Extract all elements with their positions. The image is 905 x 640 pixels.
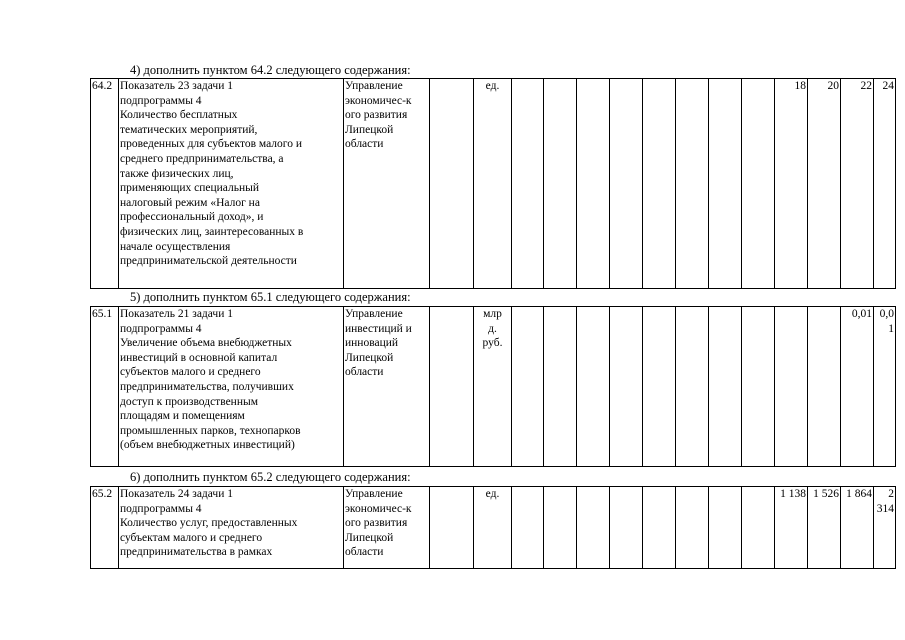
empty-cell — [610, 487, 643, 569]
unit-cell: млр д. руб. — [474, 307, 512, 467]
value-cell-2: 20 — [808, 79, 841, 289]
value-cell-3: 1 864 — [841, 487, 874, 569]
table-row — [91, 79, 896, 289]
value-cell-4: 2 314 — [874, 487, 896, 569]
unit-cell: ед. — [474, 487, 512, 569]
value-cell-4: 24 — [874, 79, 896, 289]
empty-cell — [512, 79, 544, 289]
indicator-table-2 — [90, 306, 896, 467]
value-cell-3: 0,01 — [841, 307, 874, 467]
section-heading-3: 6) дополнить пунктом 65.2 следующего содержания: — [130, 470, 411, 484]
indicator-table-1 — [90, 78, 896, 289]
value-cell-1: 18 — [775, 79, 808, 289]
indicator-table-3 — [90, 486, 896, 569]
empty-cell — [544, 79, 577, 289]
empty-cell — [577, 307, 610, 467]
value-cell-4: 0,0 1 — [874, 307, 896, 467]
empty-cell — [610, 79, 643, 289]
unit-cell: ед. — [474, 79, 512, 289]
empty-cell — [643, 79, 676, 289]
indicator-text: Показатель 23 задачи 1 подпрограммы 4 Количество бесплатных тематических мероприятий, проведенных для субъектов малого и среднего предпринимательства, а также физических лиц, применяющих специальный налоговый режим «Налог на профессиональный доход», и физических лиц, заинтересованных в начале осуществления предпринимательской деятельности — [119, 79, 344, 289]
empty-cell — [610, 307, 643, 467]
value-cell-1 — [775, 307, 808, 467]
empty-cell — [709, 307, 742, 467]
executor-text: Управление экономичес-к ого развития Липецкой области — [344, 79, 430, 289]
indicator-text: Показатель 21 задачи 1 подпрограммы 4 Увеличение объема внебюджетных инвестиций в основной капитал субъектов малого и среднего предпринимательства, получивших доступ к производственным площадям и помещениям промышленных парков, технопарков (объем внебюджетных инвестиций) — [119, 307, 344, 467]
empty-cell — [643, 307, 676, 467]
empty-cell — [512, 487, 544, 569]
table-row — [91, 307, 896, 467]
executor-text: Управление инвестиций и инноваций Липецкой области — [344, 307, 430, 467]
empty-cell — [577, 79, 610, 289]
executor-text: Управление экономичес-к ого развития Липецкой области — [344, 487, 430, 569]
empty-cell — [544, 487, 577, 569]
value-cell-3: 22 — [841, 79, 874, 289]
empty-cell — [709, 487, 742, 569]
empty-cell — [742, 487, 775, 569]
indicator-text: Показатель 24 задачи 1 подпрограммы 4 Количество услуг, предоставленных субъектам малого и среднего предпринимательства в рамках — [119, 487, 344, 569]
empty-cell — [577, 487, 610, 569]
section-heading-2: 5) дополнить пунктом 65.1 следующего содержания: — [130, 290, 411, 304]
row-number: 65.2 — [91, 487, 119, 569]
empty-cell — [430, 79, 474, 289]
value-cell-2: 1 526 — [808, 487, 841, 569]
empty-cell — [430, 307, 474, 467]
row-number: 65.1 — [91, 307, 119, 467]
empty-cell — [676, 307, 709, 467]
empty-cell — [742, 307, 775, 467]
empty-cell — [742, 79, 775, 289]
row-number: 64.2 — [91, 79, 119, 289]
empty-cell — [544, 307, 577, 467]
empty-cell — [430, 487, 474, 569]
empty-cell — [709, 79, 742, 289]
empty-cell — [676, 79, 709, 289]
empty-cell — [643, 487, 676, 569]
table-row — [91, 487, 896, 569]
empty-cell — [676, 487, 709, 569]
value-cell-2 — [808, 307, 841, 467]
empty-cell — [512, 307, 544, 467]
value-cell-1: 1 138 — [775, 487, 808, 569]
section-heading-1: 4) дополнить пунктом 64.2 следующего содержания: — [130, 63, 411, 77]
